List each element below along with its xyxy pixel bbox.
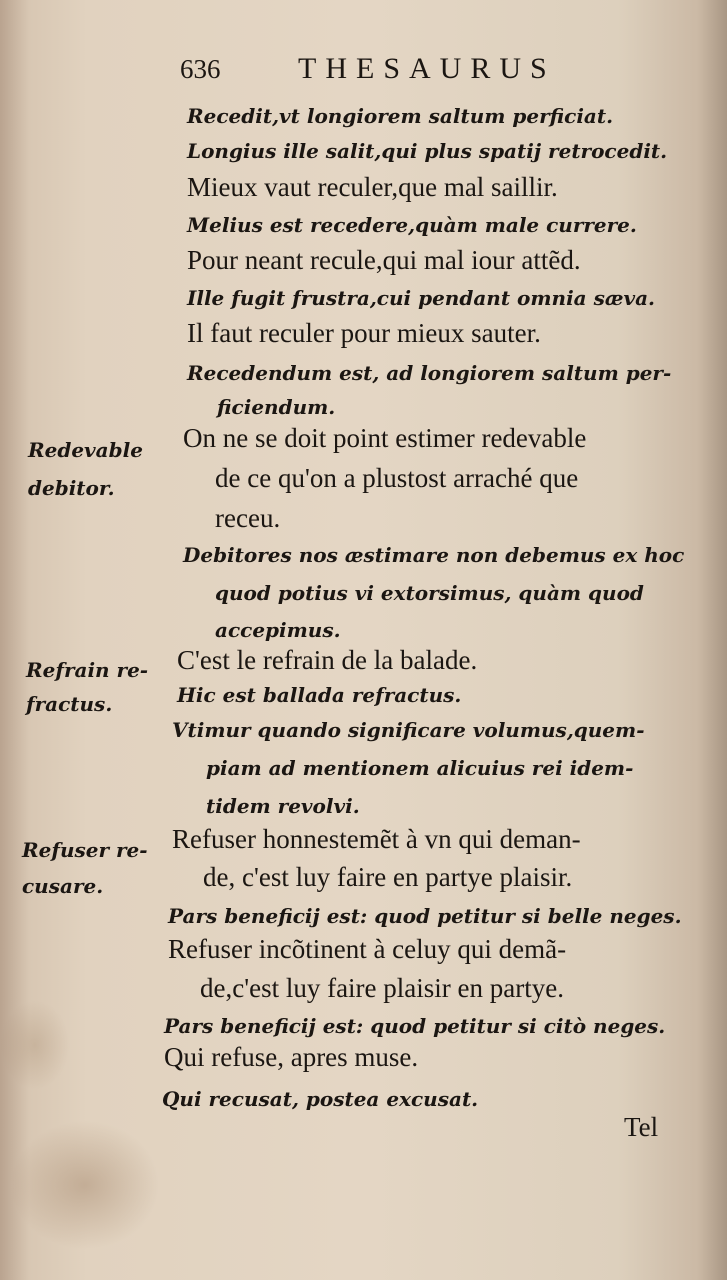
margin-note: Refrain re-	[26, 658, 149, 682]
paper-stain	[0, 1000, 70, 1090]
margin-note: Redevable	[28, 438, 143, 462]
text-line: piam ad mentionem alicuius rei idem-	[206, 756, 634, 780]
text-line: Pars beneficij est: quod petitur si citò neges.	[164, 1014, 666, 1038]
text-line: Mieux vaut reculer,que mal saillir.	[187, 172, 558, 202]
text-line: Recedendum est, ad longiorem saltum per-	[187, 361, 672, 385]
text-line: accepimus.	[215, 618, 341, 642]
text-line: Refuser incõtinent à celuy qui demã-	[168, 934, 567, 964]
page-number: 636	[180, 54, 221, 84]
paper-stain	[10, 1120, 160, 1250]
catchword: Tel	[624, 1112, 659, 1142]
text-line: Il faut reculer pour mieux sauter.	[187, 318, 541, 348]
text-line: tidem revolvi.	[206, 794, 360, 818]
text-line: Hic est ballada refractus.	[177, 683, 462, 707]
margin-note: fractus.	[26, 692, 113, 716]
margin-note: debitor.	[28, 476, 115, 500]
text-line: Vtimur quando significare volumus,quem-	[172, 718, 645, 742]
text-line: Debitores nos æstimare non debemus ex hoc	[183, 543, 685, 567]
margin-note: cusare.	[22, 874, 104, 898]
text-line: Longius ille salit,qui plus spatij retrocedit.	[187, 139, 668, 163]
text-line: de, c'est luy faire en partye plaisir.	[203, 862, 573, 892]
text-line: Ille fugit frustra,cui pendant omnia sæva.	[187, 286, 656, 310]
text-line: On ne se doit point estimer redevable	[183, 423, 587, 453]
text-line: Qui refuse, apres muse.	[164, 1042, 419, 1072]
text-line: de,c'est luy faire plaisir en partye.	[200, 973, 564, 1003]
text-line: Pars beneficij est: quod petitur si belle neges.	[168, 904, 682, 928]
text-line: Pour neant recule,qui mal iour attẽd.	[187, 245, 581, 275]
running-title: THESAURUS	[298, 52, 556, 85]
text-line: quod potius vi extorsimus, quàm quod	[215, 581, 644, 605]
text-line: ficiendum.	[217, 395, 336, 419]
text-line: Refuser honnestemẽt à vn qui deman-	[172, 824, 581, 854]
text-line: Melius est recedere,quàm male currere.	[187, 213, 637, 237]
text-line: receu.	[215, 503, 281, 533]
margin-note: Refuser re-	[22, 838, 148, 862]
text-line: C'est le refrain de la balade.	[177, 645, 478, 675]
text-line: de ce qu'on a plustost arraché que	[215, 463, 579, 493]
text-line: Recedit,vt longiorem saltum perficiat.	[187, 104, 614, 128]
text-line: Qui recusat, postea excusat.	[162, 1087, 479, 1111]
